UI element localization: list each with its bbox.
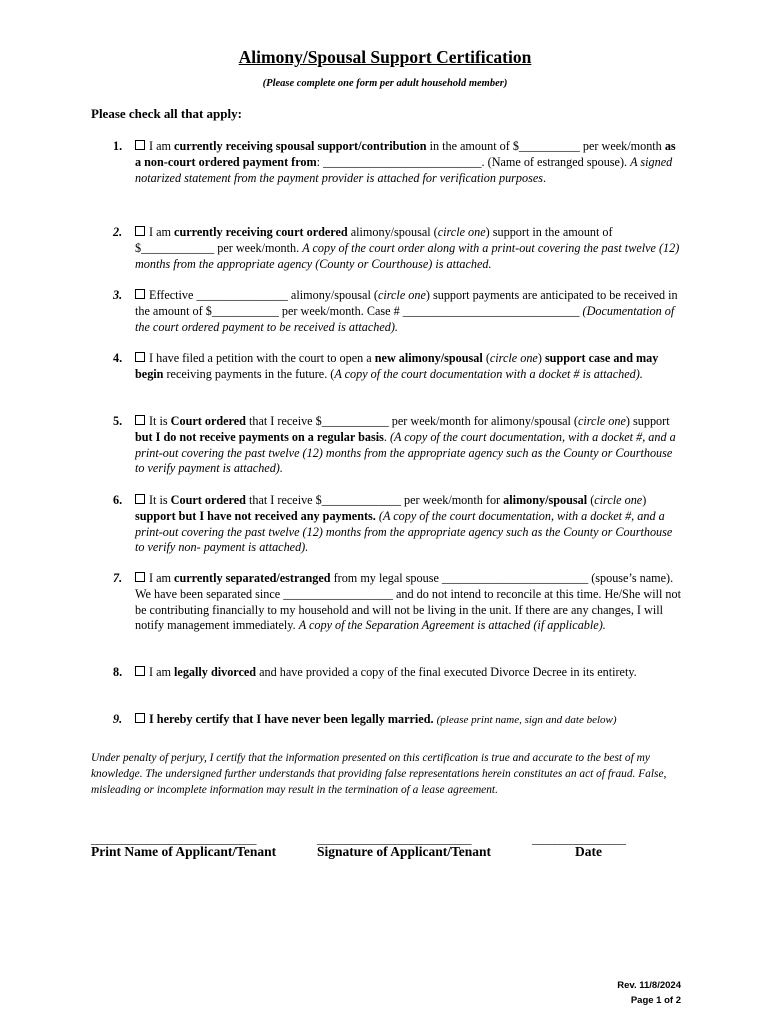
option-text-segment: new alimony/spousal	[374, 351, 483, 365]
option-text-segment: ) support in the amount of $____________ per week/month.	[135, 225, 613, 255]
option-text-segment: Effective _______________ alimony/spousal (	[149, 288, 378, 302]
signature-line[interactable]: ____________________________	[317, 832, 471, 846]
option-text-segment: I am	[149, 571, 175, 585]
option-text-segment: It is	[149, 493, 171, 507]
option-text-segment: I am	[149, 665, 175, 679]
option-number: 2.	[113, 225, 123, 239]
option-item-7	[113, 571, 683, 634]
option-text-segment: alimony/spousal	[503, 493, 588, 507]
option-number: 8.	[113, 665, 123, 679]
option-text-segment: ) support	[625, 414, 670, 428]
page-number: Page 1 of 2	[630, 995, 681, 1006]
option-text-segment: that I receive $___________ per week/month for alimony/spousal (	[245, 414, 578, 428]
checkbox-5[interactable]	[135, 415, 145, 425]
option-text-segment: but I do not receive payments on a regular basis	[135, 429, 384, 444]
option-text-segment: (A copy of the court documentation, with a docket #, and a print-out covering the past twelve (12) months from the appropriate agency such as the County or Courthouse to verify non- payment is attached).	[135, 508, 673, 555]
option-number: 1.	[113, 139, 123, 153]
option-text-segment: currently receiving court ordered	[174, 225, 348, 239]
print-name-line[interactable]: ______________________________	[91, 832, 256, 846]
option-text-segment: I am	[149, 225, 175, 239]
option-text-segment: (please print name, sign and date below)	[436, 714, 617, 726]
option-text-segment: that I receive $_____________ per week/month for	[245, 493, 504, 507]
option-text-segment: support case and may begin	[135, 351, 659, 381]
option-text-segment: and have provided a copy of the final executed Divorce Decree in its entirety.	[256, 665, 637, 679]
option-text-segment: circle one	[437, 225, 486, 239]
option-number: 7.	[113, 571, 123, 585]
option-text-segment: circle one	[594, 493, 643, 507]
option-text-segment: support but I have not received any payments.	[135, 508, 376, 523]
option-number: 9.	[113, 712, 123, 726]
option-item-5	[113, 414, 683, 477]
date-line[interactable]: _________________	[532, 832, 626, 846]
option-text-segment: A signed notarized statement from the payment provider is attached for verification purposes	[135, 154, 673, 185]
option-text-segment: .	[543, 170, 547, 185]
page-title: Alimony/Spousal Support Certification	[238, 47, 532, 67]
option-text-segment: A copy of the court documentation with a docket # is attached).	[334, 366, 643, 381]
option-item-4	[113, 351, 683, 383]
option-text-segment: circle one	[577, 414, 626, 428]
option-text-segment: It is	[149, 414, 171, 428]
option-text-segment: : __________________________. (Name of estranged spouse).	[316, 154, 631, 169]
option-item-1	[113, 139, 683, 186]
option-number: 3.	[113, 288, 123, 302]
option-item-8	[113, 665, 683, 681]
check-instruction: Please check all that apply:	[91, 106, 242, 121]
checkbox-6[interactable]	[135, 494, 145, 504]
option-item-9	[113, 712, 683, 729]
checkbox-3[interactable]	[135, 289, 145, 299]
page-subtitle: (Please complete one form per adult household member)	[262, 78, 508, 89]
option-item-6	[113, 493, 683, 556]
option-text-segment: Court ordered	[170, 414, 246, 428]
option-text-segment: (Documentation of the court ordered payment to be received is attached).	[135, 303, 675, 334]
option-text-segment: legally divorced	[174, 665, 257, 679]
option-text-segment: (A copy of the court documentation, with a docket #, and a print-out covering the past twelve (12) months from the appropriate agency such as the County or Courthouse to verify payment is attached).	[135, 429, 676, 476]
option-number: 5.	[113, 414, 123, 428]
option-text-segment: A copy of the Separation Agreement is attached (if applicable).	[298, 618, 606, 633]
option-text-segment: .	[383, 429, 390, 444]
option-text-segment: )	[537, 351, 545, 365]
option-text-segment: currently separated/estranged	[174, 571, 331, 585]
checkbox-1[interactable]	[135, 140, 145, 150]
option-text-segment: )	[642, 493, 647, 507]
option-text-segment: (	[587, 493, 595, 507]
option-text-segment: A copy of the court order along with a print-out covering the past twelve (12) months from the appropriate agency (County or Courthouse) is attached.	[135, 240, 680, 271]
revision-date: Rev. 11/8/2024	[617, 980, 681, 991]
option-text-segment: alimony/spousal (	[347, 225, 438, 239]
date-label: Date	[575, 844, 602, 859]
option-text-segment: circle one	[377, 288, 426, 302]
option-text-segment: I hereby certify that I have never been legally married.	[149, 712, 434, 726]
print-name-label: Print Name of Applicant/Tenant	[91, 844, 277, 859]
option-text-segment: circle one	[489, 351, 538, 365]
checkbox-8[interactable]	[135, 666, 145, 676]
checkbox-7[interactable]	[135, 572, 145, 582]
option-number: 6.	[113, 493, 123, 507]
option-item-2	[113, 225, 683, 272]
option-text-segment: currently receiving spousal support/contribution	[174, 139, 427, 153]
option-text-segment: as a non-court ordered payment from	[135, 139, 676, 169]
option-number: 4.	[113, 351, 123, 365]
option-item-3	[113, 288, 683, 335]
option-text-segment: receiving payments in the future. (	[163, 366, 335, 381]
checkbox-4[interactable]	[135, 352, 145, 362]
option-text-segment: (	[482, 351, 490, 365]
checkbox-9[interactable]	[135, 713, 145, 723]
option-text-segment: I have filed a petition with the court to open a	[149, 351, 375, 365]
option-text-segment: I am	[149, 139, 175, 153]
option-text-segment: Court ordered	[170, 493, 246, 507]
perjury-statement: Under penalty of perjury, I certify that the information presented on this certification is true and accurate to the best of my knowledge. The undersigned further understands that providing false representations herein constitutes an act of fraud. False, misleading or incomplete information may result in the termination of a lease agreement.	[91, 752, 667, 796]
signature-label: Signature of Applicant/Tenant	[317, 844, 492, 859]
option-text-segment: ) support payments are anticipated to be received in the amount of $___________ per week/month. Case # _____________________________	[135, 288, 678, 318]
checkbox-2[interactable]	[135, 226, 145, 236]
option-text-segment: in the amount of $__________ per week/month	[426, 139, 665, 153]
option-text-segment: from my legal spouse ________________________ (spouse’s name). We have been separated since __________________ and do not intend to reconcile at this time. He/She will not be contributing financially to my household and will not be living in the unit. If there are any changes, I will notify management immediately.	[135, 571, 681, 633]
